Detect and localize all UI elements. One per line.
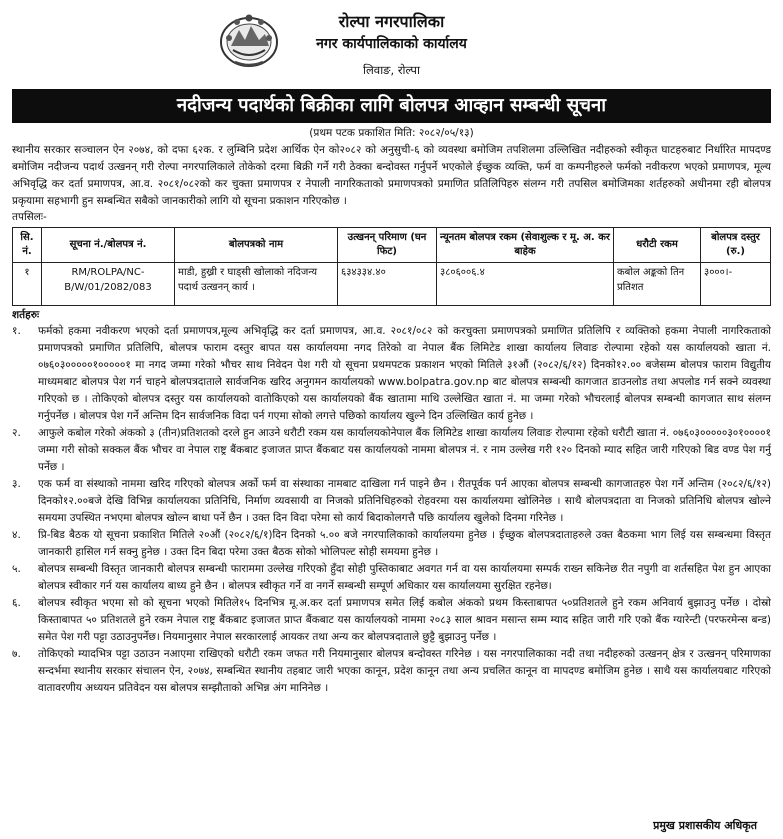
cell-fee: ३०००।- xyxy=(701,263,771,306)
col-tender-name: बोलपत्रको नाम xyxy=(175,228,338,263)
term-number: ७. xyxy=(12,648,21,660)
municipality-name: रोल्पा नगरपालिका xyxy=(338,12,445,31)
office-address: लिवाङ, रोल्पा xyxy=(363,63,420,77)
term-number: ४. xyxy=(12,529,21,541)
col-min-amount: न्यूनतम बोलपत्र रकम (सेवाशुल्क र मू. अ. कर बाहेक xyxy=(437,228,614,263)
term-text: तोकिएको म्यादभित्र पट्टा उठाउन नआएमा राखिएको धरौटी रकम जफत गरी नियमानुसार बोलपत्र बन्दोवस्त गरिनेछ । यस नगरपालिकाका नदी तथा नदीहरुको उत्खनन् क्षेत्र र उत्खनन् परिमाणका सन्दर्भमा स्थानीय सरकार संचालन ऐन, २०७४, सम्बन्धित स्थानीय तहबाट जारी भएका कानून, प्रदेश कानून तथा अन्य प्रचलित कानून वा मापदण्ड बमोजिम हुनेछ । साथै यस कार्यालयबाट गरिएको वातावरणीय अध्ययन प्रतिवेदन यस बोलपत्र सम्झौताको अभिन्न अंग मानिनेछ । xyxy=(38,648,771,694)
col-deposit: धरौटी रकम xyxy=(614,228,701,263)
terms-heading: शर्तहरुः xyxy=(12,309,40,321)
term-text: आफुले कबोल गरेको अंकको ३ (तीन)प्रतिशतको दरले हुन आउने धरौटी रकम यस कार्यालयकोनेपाल बैंक लिमिटेड शाखा कार्यालय लिवाङ रोल्पामा रहेको धरौटी खाता नं. ०७६०३०००००३०१००००१ जम्मा गरी सोको सक्कल बैंक भौचर वा नेपाल राष्ट्र बैंकबाट इजाजत प्राप्त बैंकबाट यस कार्यालयको नाममा बोलपत्र नं. र नाम उल्लेख गरी १२० दिनको म्याद सहित जारी गरिएको बिड वण्ड पेश गर्नु पर्नेछ । xyxy=(38,427,771,473)
intro-paragraph: स्थानीय सरकार सञ्चालन ऐन २०७४, को दफा ६२क. र लुम्बिनि प्रदेश आर्थिक ऐन को२०८२ को अनुसुची-६ को व्यवस्था बमोजिम तपशिलमा उल्लिखित नदीहरुको स्वीकृत घाटहरुबाट निर्धारित मापदण्ड बमोजिम नदीजन्य पदार्थ उत्खनन् गरी रोल्पा नगरपालिकाले तोकेको दरमा बिक्री गर्ने गरी ठेक्का बन्दोवस्त गर्नुपर्ने भएकोले ईच्छुक व्यक्ति, फर्म वा कम्पनीहरुले फर्मको नवीकरण भएको प्रमाणपत्र, मूल्य अभिवृद्धि कर दर्ता प्रमाणपत्र, आ.व. २०८१/०८२को कर चुक्ता प्रमाणपत्र र नेपाली नागरिकताको प्रमाणपत्रको प्रमाणित प्रतिलिपिहरु संलग्न गरी तपसिल बमोजिमका शर्तहरुको अधीनमा रही बोलपत्र प्रकृयामा सहभागी हुन सम्बन्धित सबैको जानकारीको लागि यो सूचना प्रकाशन गरिएकोछ । xyxy=(12,144,771,207)
col-quantity: उत्खनन् परिमाण (घन फिट) xyxy=(338,228,437,263)
terms-list xyxy=(12,323,771,697)
term-text: एक फर्म वा संस्थाको नाममा खरिद गरिएको बोलपत्र अर्को फर्म वा संस्थाका नामबाट दाखिला गर्न पाइने छैन । रीतपूर्वक पर्न आएका बोलपत्र सम्बन्धी कागजातहरु पेश गर्ने अन्तिम (२०८२/६/१२) दिनको१२.००बजे देखि विभिन्न कार्यालयका प्रतिनिधि, निर्माण व्यवसायी वा निजको प्रतिनिधिहरुको रोहवरमा यस कार्यालयमा खोलिनेछ । साथै बोलपत्रदाता वा निजको प्रतिनिधि बोलपत्र खोल्ने समयमा उपस्थित नभएमा बोलपत्र खोल्न बाधा पर्ने छैन । उक्त दिन विदा परेमा सो कार्य बिदाकोलगत्तै पछि कार्यालय खुलेको दिनमा गरिनेछ । xyxy=(38,478,771,524)
term-number: २. xyxy=(12,427,21,439)
cell-notice-no: RM/ROLPA/NC-B/W/01/2082/083 xyxy=(42,263,175,306)
table-header-row xyxy=(13,228,771,263)
cell-tender-name: माडी, हुख्री र घाड्सी खोलाको नदिजन्य पदार्थ उत्खनन् कार्य । xyxy=(175,263,338,306)
list-item xyxy=(12,561,771,595)
col-serial: सि. नं. xyxy=(13,228,42,263)
table-label: तपसिलः- xyxy=(12,211,47,223)
cell-deposit: कबोल अङ्कको तिन प्रतिशत xyxy=(614,263,701,306)
signatory-title: प्रमुख प्रशासकीय अधिकृत xyxy=(653,819,757,832)
publication-date: (प्रथम पटक प्रकाशित मिति: २०८२/०५/१३) xyxy=(309,127,474,139)
table-row xyxy=(13,263,771,306)
term-number: १. xyxy=(12,325,21,337)
term-number: ५. xyxy=(12,563,21,575)
list-item xyxy=(12,527,771,561)
col-notice-no: सूचना नं./बोलपत्र नं. xyxy=(42,228,175,263)
term-text: बोलपत्र स्वीकृत भएमा सो को सूचना भएको मितिले१५ दिनभित्र मू.अ.कर दर्ता प्रमाणपत्र समेत लिई कबोल अंकको प्रथम किस्ताबापत ५०प्रतिशतले हुने रकम अनिवार्य बुझाउनु पर्नेछ । दोस्रो किस्ताबापत ५० प्रतिशतले हुने रकम नेपाल राष्ट्र बैंकबाट इजाजत प्राप्त बैंकबाट यस कार्यालयको नाममा २०८३ साल श्रावन मसान्त सम्म म्याद सहित जारी गरि एको बैंक ग्यारेन्टी (परफरमेन्स बन्ड) समेत पेश गरी पट्टा उठाउनुपर्नेछ। नियमानुसार नेपाल सरकारलाई आयकर तथा अन्य कर बोलपत्रदाताले छुट्टै बुझाउनु पर्नेछ । xyxy=(38,597,771,643)
term-number: ६. xyxy=(12,597,21,609)
term-number: ३. xyxy=(12,478,21,490)
list-item xyxy=(12,323,771,425)
cell-quantity: ६३४३३४.४० xyxy=(338,263,437,306)
list-item xyxy=(12,646,771,697)
col-fee: बोलपत्र दस्तुर (रु.) xyxy=(701,228,771,263)
cell-serial: १ xyxy=(13,263,42,306)
office-name: नगर कार्यपालिकाको कार्यालय xyxy=(316,36,467,52)
cell-min-amount: ३८०६००६.४ xyxy=(437,263,614,306)
letterhead xyxy=(12,0,771,82)
list-item xyxy=(12,476,771,527)
term-text: बोलपत्र सम्बन्धी विस्तृत जानकारी बोलपत्र सम्बन्धी फाराममा उल्लेख गरिएको हुँदा सोही पुस्तिकाबाट अवगत गर्न वा यस कार्यालयमा सम्पर्क राख्न सकिनेछ रीत नपुगी वा शर्तसहित पेश हुन आएका बोलपत्र स्वीकार गर्न यस कार्यालय बाध्य हुने छैन । बोलपत्र स्वीकृत गर्ने वा नगर्ने सम्बन्धी सम्पूर्ण अधिकार यस कार्यालयमा सुरक्षित रहनेछ। xyxy=(38,563,771,592)
term-text: प्रि-बिड बैठक यो सूचना प्रकाशित मितिले २०औं (२०८२/६/१)दिन दिनको ५.०० बजे नगरपालिकाको कार्यालयमा हुनेछ । ईच्छुक बोलपत्रदाताहरुले उक्त बैठकमा भाग लिई यस सम्बन्धमा विस्तृत जानकारी हासिल गर्न सक्नु हुनेछ । उक्त दिन बिदा परेमा उक्त बैठक सोको भोलिपल्ट सोही समयमा हुनेछ । xyxy=(38,529,771,558)
notice-title: नदीजन्य पदार्थको बिक्रीका लागि बोलपत्र आव्हान सम्बन्धी सूचना xyxy=(12,89,771,123)
term-text: फर्मको हकमा नवीकरण भएको दर्ता प्रमाणपत्र,मूल्य अभिवृद्धि कर दर्ता प्रमाणपत्र, आ.व. २०८१/०८२ को करचुक्ता प्रमाणपत्रको प्रमाणित प्रतिलिपि र व्यक्तिको हकमा नेपाली नागरिकताको प्रमाणपत्रको प्रमाणित प्रतिलिपि, बोलपत्र फाराम दस्तुर बापत यस कार्यालयमा नगद तिरेको वा नेपाल बैंक लिमिटेड शाखा कार्यालय लिवाङ रोल्पामा रहेको यस कार्यालयको खाता नं. ०७६०३०००००१०००००१ मा नगद जम्मा गरेको भौचर साथ निवेदन पेश गरी यो सूचना प्रथमपटक प्रकाशन भएको मितिले ३१औं (२०८२/६/१२) दिनको१२.०० बजेसम्म बोलपत्र फाराम विद्युतीय माध्यमबाट बोलपत्र पेश गर्न चाहने बोलपत्रदाताले सार्वजनिक खरिद अनुगमन कार्यालयको www.bolpatra.gov.np बाट बोलपत्र सम्बन्धी कागजात डाउनलोड तथा अपलोड गर्न सक्ने व्यवस्था गरिएको छ । तोकिएको बोलपत्र दस्तुर यस कार्यालयको वातोकिएको यस कार्यालयको बैंक खातामा माथि उल्लेखित खाता नं. मा जम्मा गरेको भौचरलाई बोलपत्र सम्बन्धी कागजात साथ संलग्न गर्नुपर्नेछ । बोलपत्र पेश गर्ने अन्तिम दिन सार्वजनिक विदा पर्न गएमा सोको लगत्ते पछिको कार्यालय खुल्ने दिन उल्लिखित कार्य हुनेछ । xyxy=(38,325,771,422)
tender-table xyxy=(12,227,771,306)
list-item xyxy=(12,595,771,646)
list-item xyxy=(12,425,771,476)
